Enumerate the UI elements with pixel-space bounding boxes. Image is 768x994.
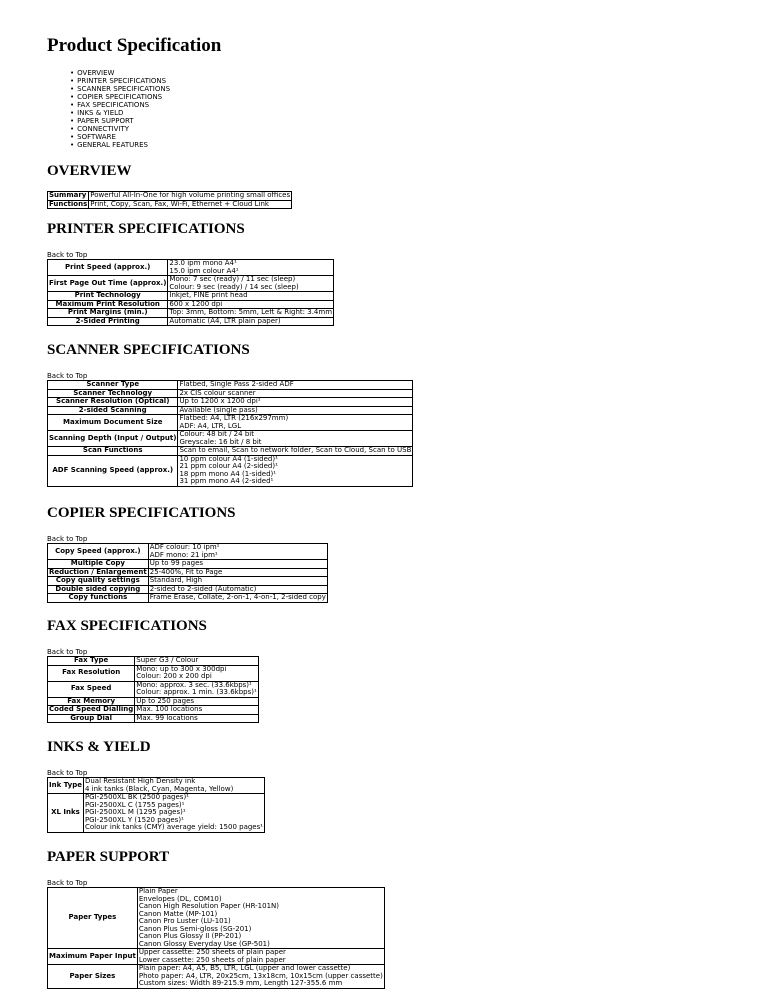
spec-value-line: 23.0 ipm mono A4¹ bbox=[169, 259, 237, 267]
spec-label: 2-Sided Printing bbox=[48, 317, 168, 326]
back-to-top-link[interactable]: Back to Top bbox=[47, 879, 88, 887]
spec-label: ADF Scanning Speed (approx.) bbox=[48, 455, 178, 486]
toc-link-general[interactable]: GENERAL FEATURES bbox=[77, 141, 148, 149]
table-row bbox=[48, 455, 413, 486]
spec-value-line: Custom sizes: Width 89-215.9 mm, Length 127-355.6 mm bbox=[138, 979, 343, 987]
spec-value-line: Max. 100 locations bbox=[136, 705, 203, 713]
table-row bbox=[48, 706, 259, 715]
spec-value bbox=[135, 714, 259, 723]
spec-value-line: Colour: 9 sec (ready) / 14 sec (sleep) bbox=[169, 282, 299, 291]
spec-label: XL Inks bbox=[48, 794, 84, 833]
spec-value bbox=[178, 381, 413, 390]
toc-link-software[interactable]: SOFTWARE bbox=[77, 133, 116, 141]
table-row bbox=[48, 398, 413, 407]
spec-value-line: PGI-2500XL C (1755 pages)¹ bbox=[84, 800, 185, 809]
spec-value bbox=[178, 398, 413, 407]
section-heading: SCANNER SPECIFICATIONS bbox=[47, 342, 250, 358]
spec-value-line: Envelopes (DL, COM10) bbox=[138, 894, 222, 903]
table-row bbox=[48, 192, 292, 201]
table-row bbox=[48, 714, 259, 723]
table-row bbox=[48, 681, 259, 697]
spec-label: Fax Type bbox=[48, 657, 135, 666]
section-inks bbox=[47, 739, 265, 833]
spec-value-line: 600 x 1200 dpi bbox=[169, 299, 223, 308]
spec-value-line: 18 ppm mono A4 (1-sided)¹ bbox=[179, 469, 277, 478]
spec-value-line: Max. 99 locations bbox=[136, 713, 198, 722]
spec-label: Scanner Resolution (Optical) bbox=[48, 398, 178, 407]
spec-value-line: 2x CIS colour scanner bbox=[179, 388, 256, 397]
spec-value bbox=[135, 657, 259, 666]
table-row bbox=[48, 276, 334, 292]
section-copier bbox=[47, 505, 328, 603]
spec-value-line: ADF colour: 10 ipm¹ bbox=[149, 543, 220, 551]
spec-value-line: Up to 250 pages bbox=[136, 696, 195, 705]
spec-table bbox=[47, 380, 413, 487]
table-row bbox=[48, 965, 385, 989]
table-row bbox=[48, 949, 385, 965]
table-row bbox=[48, 888, 385, 949]
spec-label: Scan Functions bbox=[48, 447, 178, 456]
section-fax bbox=[47, 618, 259, 723]
spec-value bbox=[178, 447, 413, 456]
spec-label: Scanner Technology bbox=[48, 389, 178, 398]
toc-item bbox=[70, 141, 768, 149]
spec-table bbox=[47, 259, 334, 326]
back-to-top-link[interactable]: Back to Top bbox=[47, 648, 88, 656]
section-printer bbox=[47, 221, 334, 326]
spec-value-line: Standard, High bbox=[149, 576, 203, 584]
toc-item bbox=[70, 117, 768, 125]
table-row bbox=[48, 577, 328, 586]
section-heading: INKS & YIELD bbox=[47, 739, 151, 755]
spec-label: Summary bbox=[48, 192, 89, 201]
toc-link-printer[interactable]: PRINTER SPECIFICATIONS bbox=[77, 77, 167, 85]
spec-value-line: Frame Erase, Collate, 2-on-1, 4-on-1, 2-sided copy bbox=[149, 593, 326, 601]
spec-value bbox=[168, 317, 334, 326]
spec-label: Double sided copying bbox=[48, 585, 149, 594]
spec-value-line: Flatbed: A4, LTR (216x297mm) bbox=[179, 414, 289, 422]
spec-value-line: Mono: 7 sec (ready) / 11 sec (sleep) bbox=[169, 275, 296, 283]
spec-value bbox=[83, 794, 264, 833]
spec-value-line: Automatic (A4, LTR plain paper) bbox=[169, 316, 281, 325]
table-row bbox=[48, 794, 265, 833]
section-heading: FAX SPECIFICATIONS bbox=[47, 618, 207, 634]
spec-value bbox=[178, 431, 413, 447]
spec-value-line: Up to 99 pages bbox=[149, 559, 204, 567]
table-row bbox=[48, 544, 328, 560]
spec-label: Fax Speed bbox=[48, 681, 135, 697]
spec-value bbox=[148, 560, 327, 569]
toc-item bbox=[70, 77, 768, 85]
spec-value-line: Flatbed, Single Pass 2-sided ADF bbox=[179, 380, 294, 388]
spec-value-line: Top: 3mm, Bottom: 5mm, Left & Right: 3.4mm bbox=[169, 308, 333, 316]
spec-value bbox=[137, 965, 384, 989]
table-row bbox=[48, 317, 334, 326]
table-row bbox=[48, 657, 259, 666]
spec-value-line: Scan to email, Scan to network folder, Scan to Cloud, Scan to USB bbox=[179, 446, 412, 454]
table-row bbox=[48, 594, 328, 603]
table-of-contents bbox=[70, 69, 768, 149]
spec-value-line: Greyscale: 16 bit / 8 bit bbox=[179, 437, 262, 446]
spec-value bbox=[148, 577, 327, 586]
spec-value bbox=[89, 192, 292, 201]
spec-label: Maximum Document Size bbox=[48, 415, 178, 431]
spec-label: Paper Sizes bbox=[48, 965, 138, 989]
section-overview bbox=[47, 163, 292, 209]
section-heading: COPIER SPECIFICATIONS bbox=[47, 505, 236, 521]
spec-value bbox=[178, 415, 413, 431]
spec-label: Maximum Print Resolution bbox=[48, 300, 168, 309]
back-to-top-link[interactable]: Back to Top bbox=[47, 372, 88, 380]
spec-value-line: 25-400%, Fit to Page bbox=[149, 567, 223, 576]
spec-label: Print Margins (min.) bbox=[48, 309, 168, 318]
toc-link-copier[interactable]: COPIER SPECIFICATIONS bbox=[77, 93, 163, 101]
table-row bbox=[48, 447, 413, 456]
spec-value-line: Upper cassette: 250 sheets of plain paper bbox=[138, 948, 286, 956]
spec-label: Fax Resolution bbox=[48, 665, 135, 681]
table-row bbox=[48, 415, 413, 431]
table-row bbox=[48, 431, 413, 447]
back-to-top-link[interactable]: Back to Top bbox=[47, 535, 88, 543]
spec-value bbox=[83, 778, 264, 794]
spec-value-line: 31 ppm mono A4 (2-sided¹ bbox=[179, 477, 274, 485]
spec-value-line: Canon Plus Glossy II (PP-201) bbox=[138, 932, 242, 940]
section-heading: PAPER SUPPORT bbox=[47, 849, 170, 865]
toc-link-overview[interactable]: OVERVIEW bbox=[77, 69, 115, 77]
spec-label: Scanner Type bbox=[48, 381, 178, 390]
spec-label: Print Technology bbox=[48, 292, 168, 301]
spec-value-line: Mono: approx. 3 sec. (33.6kbps)¹ bbox=[136, 680, 252, 689]
spec-label: Multiple Copy bbox=[48, 560, 149, 569]
spec-value-line: Mono: up to 300 x 300dpi bbox=[136, 664, 227, 673]
toc-item bbox=[70, 93, 768, 101]
spec-value-line: Canon Pro Luster (LU-101) bbox=[138, 917, 231, 925]
table-row bbox=[48, 778, 265, 794]
spec-label: Maximum Paper Input bbox=[48, 949, 138, 965]
toc-link-scanner[interactable]: SCANNER SPECIFICATIONS bbox=[77, 85, 171, 93]
spec-value-line: Canon Glossy Everyday Use (GP-501) bbox=[138, 939, 270, 948]
spec-value-line: Inkjet, FINE print head bbox=[169, 291, 248, 299]
table-row bbox=[48, 381, 413, 390]
spec-table bbox=[47, 656, 259, 723]
back-to-top-link[interactable]: Back to Top bbox=[47, 251, 88, 259]
table-row bbox=[48, 200, 292, 209]
spec-value-line: ADF mono: 21 ipm¹ bbox=[149, 550, 218, 559]
spec-label: First Page Out Time (approx.) bbox=[48, 276, 168, 292]
spec-value bbox=[137, 888, 384, 949]
spec-value bbox=[168, 276, 334, 292]
spec-label: Paper Types bbox=[48, 888, 138, 949]
spec-label: Fax Memory bbox=[48, 697, 135, 706]
spec-value-line: PGI-2500XL M (1295 pages)¹ bbox=[84, 808, 186, 816]
spec-label: Copy quality settings bbox=[48, 577, 149, 586]
spec-value-line: Dual Resistant High Density ink bbox=[84, 777, 196, 785]
section-heading: OVERVIEW bbox=[47, 163, 132, 179]
spec-label: Coded Speed Dialling bbox=[49, 705, 134, 713]
spec-value bbox=[137, 949, 384, 965]
spec-value bbox=[135, 681, 259, 697]
spec-table bbox=[47, 191, 292, 209]
spec-value bbox=[135, 706, 259, 715]
spec-value-line: Powerful All-In-One for high volume printing small offices bbox=[90, 191, 291, 199]
spec-value-line: 21 ppm colour A4 (2-sided)¹ bbox=[179, 462, 278, 470]
spec-value-line: Plain paper: A4, A5, B5, LTR, LGL (upper and lower cassette) bbox=[138, 964, 351, 972]
table-row bbox=[48, 309, 334, 318]
table-row bbox=[48, 260, 334, 276]
spec-value-line: Canon Plus Semi-gloss (SG-201) bbox=[138, 924, 252, 933]
spec-value-line: Print, Copy, Scan, Fax, Wi-Fi, Ethernet + Cloud Link bbox=[90, 199, 269, 208]
page-title: Product Specification bbox=[47, 35, 222, 56]
spec-value-line: Up to 1200 x 1200 dpi¹ bbox=[179, 397, 261, 405]
spec-value-line: Colour: approx. 1 min. (33.6kbps)¹ bbox=[136, 688, 257, 696]
spec-value-line: Colour: 48 bit / 24 bit bbox=[179, 430, 254, 438]
spec-value-line: Canon High Resolution Paper (HR-101N) bbox=[138, 902, 280, 910]
toc-link-inks[interactable]: INKS & YIELD bbox=[77, 109, 124, 117]
spec-value-line: 2-sided to 2-sided (Automatic) bbox=[149, 584, 257, 593]
spec-value-line: 15.0 ipm colour A4¹ bbox=[169, 266, 239, 275]
toc-item bbox=[70, 85, 768, 93]
spec-value-line: ADF: A4, LTR, LGL bbox=[179, 421, 242, 430]
spec-value-line: PGI-2500XL BK (2500 pages)¹ bbox=[84, 793, 189, 801]
spec-table bbox=[47, 777, 265, 833]
spec-value bbox=[168, 260, 334, 276]
spec-value bbox=[168, 292, 334, 301]
spec-label: 2-sided Scanning bbox=[48, 406, 178, 415]
table-row bbox=[48, 665, 259, 681]
toc-item bbox=[70, 125, 768, 133]
spec-label: Functions bbox=[49, 199, 88, 208]
spec-value-line: PGI-2500XL Y (1520 pages)¹ bbox=[84, 815, 184, 824]
spec-value-line: Colour: 200 x 200 dpi bbox=[136, 672, 212, 680]
toc-link-paper[interactable]: PAPER SUPPORT bbox=[77, 117, 134, 125]
spec-table bbox=[47, 543, 328, 603]
spec-value-line: Available (single pass) bbox=[179, 405, 258, 414]
spec-value-line: Lower cassette: 250 sheets of plain paper bbox=[138, 955, 286, 964]
spec-label: Copy functions bbox=[48, 594, 149, 603]
toc-item bbox=[70, 101, 768, 109]
spec-label: Ink Type bbox=[48, 778, 84, 794]
spec-value-line: 10 ppm colour A4 (1-sided)¹ bbox=[179, 454, 278, 463]
toc-item bbox=[70, 109, 768, 117]
spec-value bbox=[168, 309, 334, 318]
spec-value-line: Super G3 / Colour bbox=[136, 656, 199, 664]
toc-item bbox=[70, 69, 768, 77]
spec-value bbox=[148, 544, 327, 560]
spec-label: Reduction / Enlargement bbox=[49, 567, 147, 576]
spec-value bbox=[178, 455, 413, 486]
spec-value-line: Colour ink tanks (CMY) average yield: 1500 pages¹ bbox=[84, 823, 264, 831]
table-row bbox=[48, 560, 328, 569]
section-scanner bbox=[47, 342, 413, 487]
spec-table bbox=[47, 887, 385, 989]
spec-label: Copy Speed (approx.) bbox=[48, 544, 149, 560]
back-to-top-link[interactable]: Back to Top bbox=[47, 769, 88, 777]
toc-item bbox=[70, 133, 768, 141]
section-paper bbox=[47, 849, 385, 989]
spec-value-line: 4 ink tanks (Black, Cyan, Magenta, Yellow) bbox=[84, 784, 234, 793]
spec-label: Print Speed (approx.) bbox=[48, 260, 168, 276]
spec-value bbox=[135, 665, 259, 681]
table-row bbox=[48, 292, 334, 301]
toc-link-fax[interactable]: FAX SPECIFICATIONS bbox=[77, 101, 150, 109]
spec-value bbox=[89, 200, 292, 209]
section-heading: PRINTER SPECIFICATIONS bbox=[47, 221, 245, 237]
spec-label: Group Dial bbox=[48, 714, 135, 723]
spec-label: Scanning Depth (Input / Output) bbox=[48, 431, 178, 447]
spec-value-line: Photo paper: A4, LTR, 20x25cm, 13x18cm, 10x15cm (upper cassette) bbox=[138, 971, 383, 980]
spec-value-line: Canon Matte (MP-101) bbox=[138, 909, 218, 918]
spec-value bbox=[148, 594, 327, 603]
toc-link-connectivity[interactable]: CONNECTIVITY bbox=[77, 125, 130, 133]
spec-value-line: Plain Paper bbox=[138, 887, 178, 895]
